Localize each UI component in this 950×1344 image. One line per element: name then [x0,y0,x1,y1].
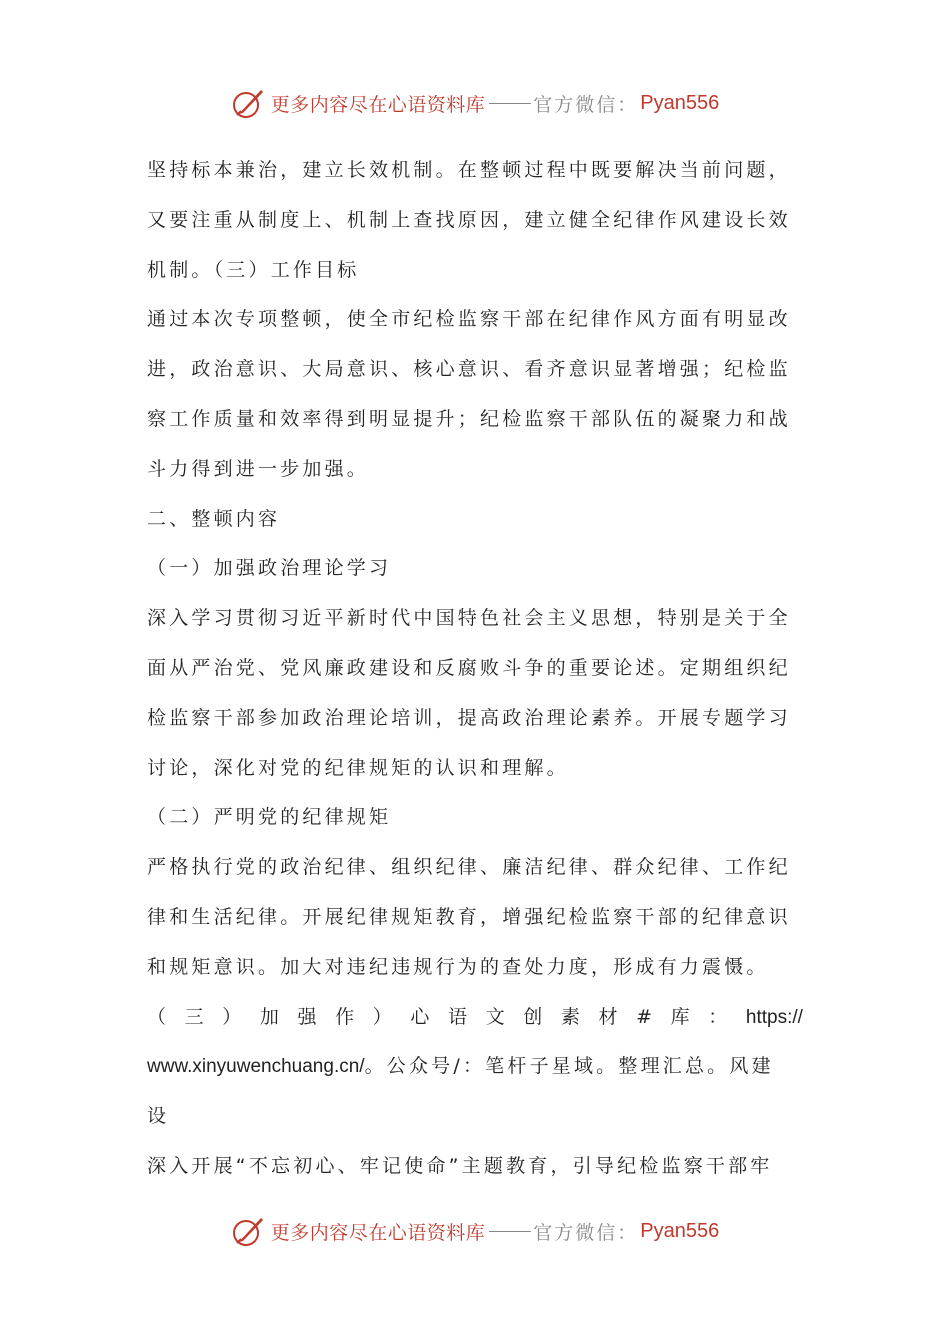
subsection-heading: （一）加强政治理论学习 [147,557,392,580]
spaced-char: 作 [335,1005,355,1028]
subsection-heading: （二）严明党的纪律规矩 [147,806,392,829]
url-line-rest: 。公众号/：笔杆子星域。整理汇总。风建 [364,1055,774,1078]
spaced-char: ： [708,1005,728,1028]
text-line: 讨论，深化对党的纪律规矩的认识和理解。 [147,756,569,779]
justified-spaced-line [147,993,803,1043]
spaced-char: 加 [259,1005,279,1028]
text-line: 坚持标本兼治，建立长效机制。在整顿过程中既要解决当前问题， [147,159,791,181]
spaced-char: 文 [485,1005,505,1028]
spaced-char: 素 [560,1005,580,1028]
text-line: 进，政治意识、大局意识、核心意识、看齐意识显著增强；纪检监 [147,358,791,381]
text-line: 严格执行党的政治纪律、组织纪律、廉洁纪律、群众纪律、工作纪 [147,856,791,879]
text-line: 和规矩意识。加大对违纪违规行为的查处力度，形成有力震慑。 [147,955,769,978]
spaced-char: （ [147,1005,167,1028]
banner-library-text: 更多内容尽在心语资料库 [270,93,486,116]
spaced-char: # [636,1005,653,1028]
text-line: 深入学习贯彻习近平新时代中国特色社会主义思想，特别是关于全 [147,607,791,630]
banner-library-text: 更多内容尽在心语资料库 [270,1221,486,1244]
spaced-char: 三 [184,1005,204,1028]
text-line: 律和生活纪律。开展纪律规矩教育，增强纪检监察干部的纪律意识 [147,905,791,928]
spaced-char: 材 [598,1005,618,1028]
banner-dash-divider [489,103,531,104]
spaced-char: 强 [297,1005,317,1028]
text-line: 检监察干部参加政治理论培训，提高政治理论素养。开展专题学习 [147,706,791,729]
text-line: 机制。（三）工作目标 [147,258,360,281]
quill-pen-logo-icon [231,1214,265,1248]
spaced-char: 心 [410,1005,430,1028]
text-line: 又要注重从制度上、机制上查找原因，建立健全纪律作风建设长效 [147,208,791,231]
url-prefix: https:// [745,1006,803,1028]
banner-wechat-label: 官方微信： [533,1221,639,1244]
website-url: www.xinyuwenchuang.cn/ [147,1056,365,1078]
quill-pen-logo-icon [231,86,265,120]
spaced-char: ） [222,1005,242,1028]
banner-wechat-label: 官方微信： [533,93,639,116]
url-line [147,1042,803,1092]
spaced-char: 语 [448,1005,468,1028]
text-line: 斗力得到进一步加强。 [147,457,370,480]
text-line: 面从严治党、党风廉政建设和反腐败斗争的重要论述。定期组织纪 [147,656,791,679]
banner-dash-divider [489,1231,531,1232]
text-line: 通过本次专项整顿，使全市纪检监察干部在纪律作风方面有明显改 [147,308,791,331]
spaced-char: 库 [670,1005,690,1028]
text-line: 察工作质量和效率得到明显提升；纪检监察干部队伍的凝聚力和战 [147,407,791,430]
banner-wechat-id: Pyan556 [640,1219,720,1242]
document-body [147,146,803,1192]
header-watermark-banner [0,83,950,123]
section-heading: 二、整顿内容 [147,507,281,530]
spaced-char: ） [372,1005,392,1028]
footer-watermark-banner [0,1211,950,1251]
banner-wechat-id: Pyan556 [640,91,720,114]
spaced-char: 创 [523,1005,543,1028]
text-line: 深入开展“不忘初心、牢记使命”主题教育，引导纪检监察干部牢 [147,1154,773,1177]
text-line: 设 [147,1105,170,1128]
